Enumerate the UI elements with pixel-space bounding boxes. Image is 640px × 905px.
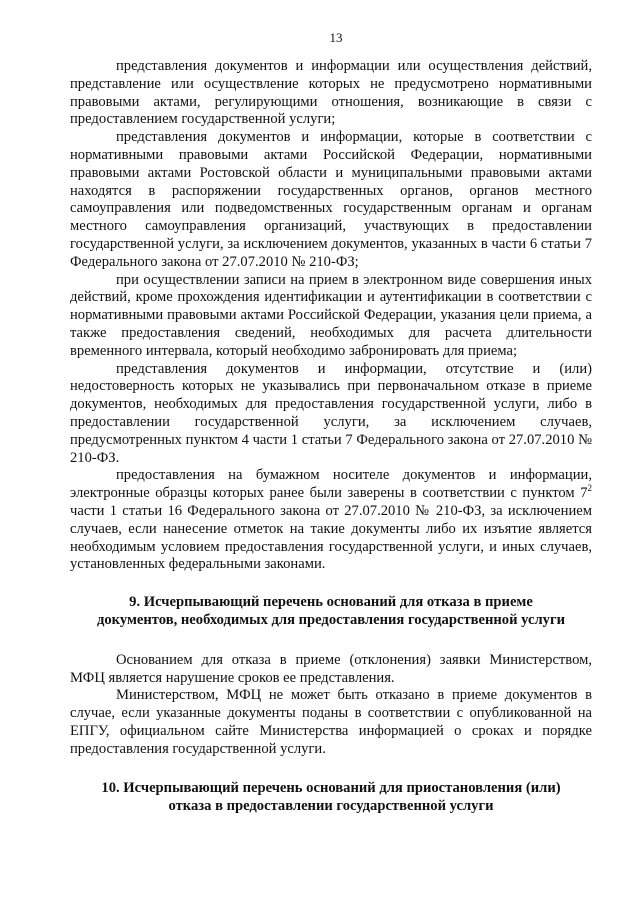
section-9-heading-line: документов, необходимых для предоставления государственной услуги (97, 611, 565, 628)
paragraph-with-superscript (70, 467, 592, 574)
paragraph: представления документов и информации, которые в соответствии с нормативными правовыми актами Российской Федерации, нормативными правовыми актами Ростовской области и муниципальными правовыми актами находятся в распоряжении государственных органов, органов местного самоуправления или подведомственных государственным органам и органам местного самоуправления организаций, участвующих в предоставлении государственной услуги, за исключением документов, указанных в части 6 статьи 7 Федерального закона от 27.07.2010 № 210-ФЗ; (70, 129, 592, 270)
paragraph-text-after: части 1 статьи 16 Федерального закона от 27.07.2010 № 210-ФЗ, за исключением случаев, если нанесение отметок на такие документы либо их изъятие является необходимым условием предоставления государственной услуги, и иных случаев, установленных федеральными законами. (70, 502, 592, 573)
section-10-heading-line: 10. Исчерпывающий перечень оснований для приостановления (или) (101, 780, 561, 797)
superscript: 2 (587, 483, 592, 494)
paragraphs-top (70, 58, 592, 574)
paragraph-text-before: предоставления на бумажном носителе документов и информации, электронные образцы которых ранее были заверены в соответствии с пунктом 7 (70, 467, 592, 502)
section-9-body (70, 652, 592, 759)
paragraph: Министерством, МФЦ не может быть отказано в приеме документов в случае, если указанные документы поданы в соответствии с опубликованной на ЕПГУ, официальном сайте Министерства информацией о сроках и порядке предоставления государственной услуги. (70, 687, 592, 757)
paragraph: представления документов и информации или осуществления действий, представление или осуществление которых не предусмотрено нормативными правовыми актами, регулирующими отношения, возникающие в связи с предоставлением государственной услуги; (70, 58, 592, 128)
page-number: 13 (329, 30, 343, 45)
section-9-heading-line: 9. Исчерпывающий перечень оснований для отказа в приеме (129, 594, 533, 611)
paragraph: Основанием для отказа в приеме (отклонения) заявки Министерством, МФЦ является нарушение сроков ее представления. (70, 651, 592, 686)
section-10-heading (70, 780, 592, 816)
paragraph: представления документов и информации, отсутствие и (или) недостоверность которых не указывались при первоначальном отказе в приеме документов, необходимых для предоставления государственной услуги, либо в предоставлении государственной услуги, за исключением случаев, предусмотренных пунктом 4 части 1 статьи 7 Федерального закона от 27.07.2010 № 210-ФЗ. (70, 360, 592, 466)
section-10-heading-line: отказа в предоставлении государственной услуги (168, 798, 494, 815)
paragraph: при осуществлении записи на прием в электронном виде совершения иных действий, кроме прохождения идентификации и аутентификации в соответствии с нормативными правовыми актами Российской Федерации, указания цели приема, а также предоставления сведений, необходимых для расчета длительности временного интервала, который необходимо забронировать для приема; (70, 271, 592, 359)
section-9-heading (70, 594, 592, 630)
